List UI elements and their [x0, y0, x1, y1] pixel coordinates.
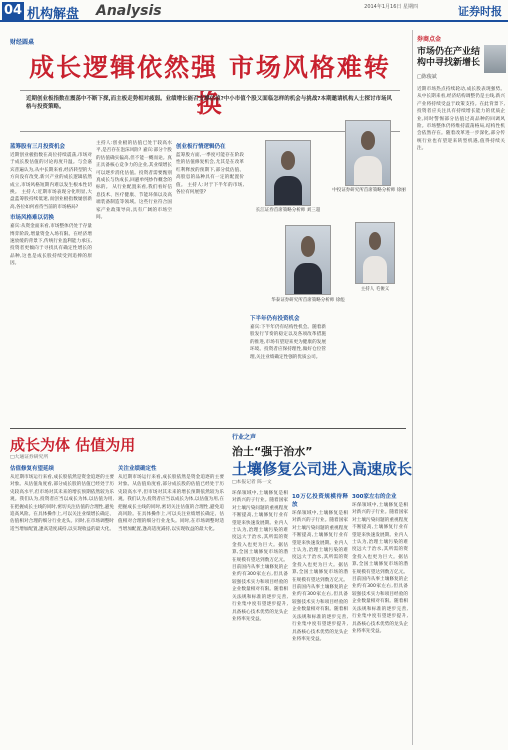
sub-heading: 关注业绩确定性 [118, 466, 157, 472]
body-paragraph: 主持人:对于下半年的市场,各位有何展望? [176, 182, 244, 196]
body-paragraph: 嘉宾:下半年仍有结构性机会。随着新股发行节奏的稳定以及各项改革措施的推进,市场有望迎来更为健康的发展环境。投资者应保持理性,做好仓位管理,关注业绩确定性强的优质公司。 [250, 325, 326, 360]
body-paragraph: 环保领域中,土壤修复是相对新兴的子行业。随着国家对土壤污染问题的重视程度不断提高,土壤修复行业有望迎来快速发展期。业内人士认为,治理土壤污染的难度远大于治水,其所需的资金投入也更为巨大。据估算,全国土壤修复市场的潜在规模有望达到数万亿元。目前国内从事土壤修复的企业约有300家左右,但具备较强技术实力和项目经验的企业数量相对有限。随着相关法规和标准的逐步完善,行业集中度有望逐步提升,具备核心技术优势的龙头企业将率先受益。 [352, 503, 408, 634]
top-story-column-4 [250, 312, 326, 424]
body-paragraph: 从近期市场运行来看,成长股依然是资金追逐的主要对象。从估值角度看,部分成长股的估值已经处于历史较高水平,但市场对其未来的增长预期依然较为乐观。我们认为,投资者应当以成长为体,以估值为用,在把握成长主线的同时,密切关注估值的合理性,避免追高风险。在具体操作上,可以关注业绩增长确定、估值相对合理的细分行业龙头。同时,在市场调整时适当增加配置,逢高适度减持,以实现收益的最大化。 [118, 475, 224, 532]
right-column [412, 30, 506, 745]
bottom-right-kicker: 行业之声 [232, 434, 257, 441]
guest-photo [285, 225, 331, 295]
body-paragraph: 主持人:创业板的估值已处于较高水平,是否存在泡沫风险? [96, 141, 172, 154]
section-name-en: Analysis [96, 3, 162, 19]
bottom-right-column-3 [352, 490, 408, 742]
page-number: 04 [3, 3, 23, 18]
top-story-headline: 成长逻辑依然强 市场风格难转换 [29, 53, 391, 118]
top-story-kicker: 财经圆桌 [10, 39, 35, 46]
column-label: 券商点金 [417, 36, 442, 43]
bottom-right-headline: 土壤修复公司进入高速成长 [232, 460, 413, 478]
top-story-column-1 [10, 140, 92, 423]
sub-heading: 估值修复有望延续 [10, 466, 55, 472]
sub-heading: 10万亿投资规模待释放 [292, 494, 348, 508]
guest-photo [355, 222, 395, 284]
body-paragraph: 近期创业板指数在高位持续震荡,市场对于成长股估值的讨论再度升温。与会嘉宾普遍认为,从中长期来看,经济转型的大方向没有改变,新兴产业的成长逻辑依然成立,市场风格短期内难以发生根本性切换。 [10, 153, 92, 196]
body-paragraph: 从近期市场运行来看,成长股依然是资金追逐的主要对象。从估值角度看,部分成长股的估值已经处于历史较高水平,但市场对其未来的增长预期依然较为乐观。我们认为,投资者应当以成长为体,以估值为用,在把握成长主线的同时,密切关注估值的合理性,避免追高风险。在具体操作上,可以关注业绩增长确定、估值相对合理的细分行业龙头。同时,在市场调整时适当增加配置,逢高适度减持,以实现收益的最大化。 [10, 475, 114, 532]
photo-caption: 长江证券首席策略分析师 刘三超 [255, 208, 321, 213]
sub-heading: 市场风格难以切换 [10, 215, 55, 222]
guest-photo [265, 140, 311, 206]
section-divider [10, 428, 406, 429]
author-photo [484, 45, 506, 73]
bottom-right-subhead: 治土“强于治水” [232, 445, 313, 458]
sub-heading: 300家左右的企业 [352, 494, 397, 500]
page-header [0, 0, 508, 22]
photo-caption: 中投证券研究所首席策略分析师 徐丽 [332, 188, 406, 193]
section-name: 机构解盘 [27, 7, 80, 22]
sub-heading: 蓝筹股有三月投资机会 [10, 144, 66, 150]
photo-caption: 华泰证券研究所首席策略分析师 徐彪 [271, 298, 345, 303]
body-paragraph: 嘉宾:从资金面来看,市场整体仍处于存量博弈阶段,增量资金入场有限。在经济增速放缓的背景下,传统行业盈利能力承压,投资者更倾向于寻找具有确定性增长的品种,这也是成长股持续受到追捧的原因。 [10, 224, 92, 267]
top-story-column-3 [176, 140, 244, 423]
bottom-left-column-1 [10, 462, 114, 742]
body-paragraph: 从行业配置来看,我们看好信息技术、医疗健康、节能环保以及高端装备制造等领域。这些行业符合国家产业政策导向,具有广阔的市场空间。 [96, 185, 172, 221]
top-story-lead: 近期创业板指数在震荡中不断下探,而主板走势相对疲弱。业绩增长能否支撑估值?中小市值个股又面临怎样的机会与挑战?本期邀请机构人士探讨市场风格与投资策略。 [20, 90, 400, 132]
sub-heading: 创业板行情逻辑仍在 [176, 144, 226, 150]
bottom-left-column-2 [118, 462, 224, 742]
bottom-left-author: □大通证券研究所 [10, 455, 49, 460]
bottom-right-column-2 [292, 490, 348, 742]
body-paragraph: 主持人:近期市场表现分化明显,大盘蓝筹股持续低迷,而创业板指数屡创新高,各位如何看待当前的市场格局? [10, 190, 92, 210]
top-story-column-2 [96, 140, 172, 423]
photo-caption: 主持人 毛俊义 [360, 287, 390, 292]
column-body: 近期市场热点持续轮动,成长股表现强势。从中长期来看,经济结构调整仍是主线,新兴产业将持续受益于政策支持。在此背景下,投资者应关注具有持续增长能力的优质企业,同时警惕部分估值过高品种的回调风险。市场整体仍将维持震荡格局,结构性机会依然存在。随着改革进一步深化,部分传统行业也有望迎来转型机遇,值得持续关注。 [417, 87, 505, 152]
issue-date: 2014年1月16日 星期四 [364, 4, 418, 10]
bottom-right-column-1: 环保领域中,土壤修复是相对新兴的子行业。随着国家对土壤污染问题的重视程度不断提高,土壤修复行业有望迎来快速发展期。业内人士认为,治理土壤污染的难度远大于治水,其所需的资金投入也更为巨大。据估算,全国土壤修复市场的潜在规模有望达到数万亿元。目前国内从事土壤修复的企业约有300家左右,但具备较强技术实力和项目经验的企业数量相对有限。随着相关法规和标准的逐步完善,行业集中度有望逐步提升,具备核心技术优势的龙头企业将率先受益。 [232, 491, 288, 622]
body-paragraph: 嘉宾:部分个股的估值确实偏高,但不能一概而论。真正具备核心竞争力的企业,其业绩增长可以逐步消化估值。投资者需要甄别真成长与伪成长,回避单纯炒作概念的标的。 [96, 148, 172, 191]
bottom-left-headline: 成长为体 估值为用 [10, 436, 136, 454]
guest-photo [345, 120, 391, 186]
body-paragraph: 环保领域中,土壤修复是相对新兴的子行业。随着国家对土壤污染问题的重视程度不断提高,土壤修复行业有望迎来快速发展期。业内人士认为,治理土壤污染的难度远大于治水,其所需的资金投入也更为巨大。据估算,全国土壤修复市场的潜在规模有望达到数万亿元。目前国内从事土壤修复的企业约有300家左右,但具备较强技术实力和项目经验的企业数量相对有限。随着相关法规和标准的逐步完善,行业集中度有望逐步提升,具备核心技术优势的龙头企业将率先受益。 [292, 511, 348, 642]
sub-heading: 下半年仍有投资机会 [250, 316, 300, 322]
top-story-column-5 [330, 312, 406, 424]
paper-brand: 证券时报 [458, 5, 502, 18]
bottom-right-author: □本报记者 陈一文 [232, 480, 272, 485]
body-paragraph: 蓝筹股方面,一季度可能存在阶段性的估值修复机会,尤其是在改革红利释放的预期下,部分低估值、高股息的品种具有一定的配置价值。 [176, 153, 244, 188]
column-title: 市场仍在产业结构中寻找新增长 [417, 47, 481, 68]
column-author: □陈俊斌 [417, 74, 437, 80]
